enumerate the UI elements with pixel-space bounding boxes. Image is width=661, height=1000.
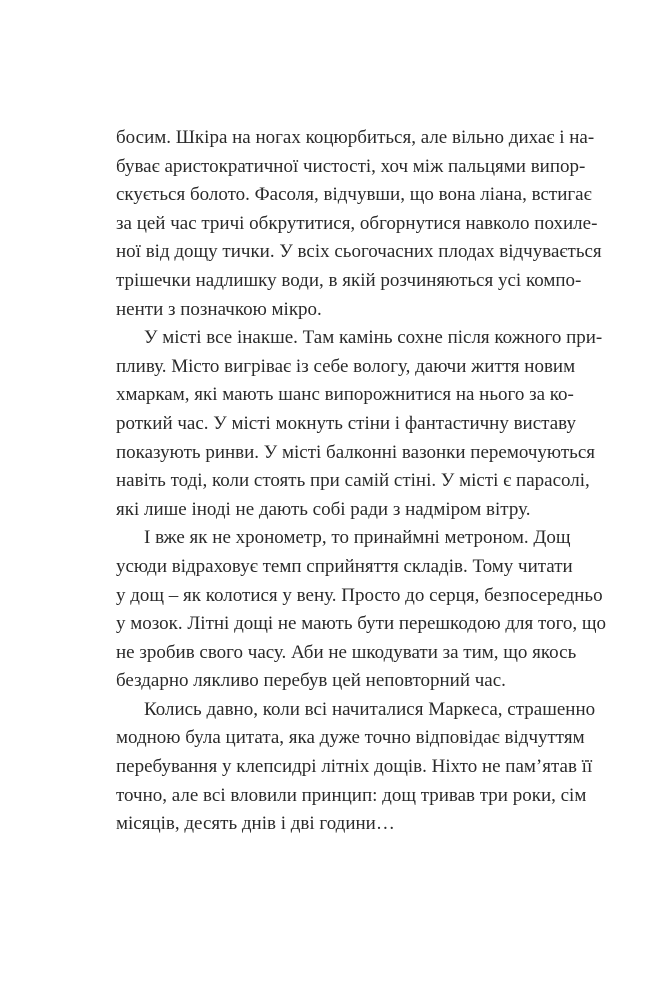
text-line: ної від дощу тички. У всіх сьогочасних плодах відчувається [116,241,602,263]
text-line: точно, але всі вловили принцип: дощ тривав три роки, сім [116,784,587,806]
text-line: у мозок. Літні дощі не мають бути перешкодою для того, що [116,613,607,635]
text-line: які лише іноді не дають собі ради з надміром вітру. [116,498,531,520]
paragraph [116,324,603,524]
text-line: бездарно лякливо перебув цей неповторний час. [116,670,506,692]
paragraph [116,524,607,696]
text-line: босим. Шкіра на ногах коцюрбиться, але вільно дихає і на- [116,127,595,148]
text-line: У місті все інакше. Там камінь сохне після кожного при- [144,327,603,349]
text-line: Колись давно, коли всі начиталися Маркеса, страшенно [144,698,596,720]
text-line: роткий час. У місті мокнуть стіни і фантастичну виставу [116,412,576,434]
text-line: у дощ – як колотися у вену. Просто до серця, безпосередньо [116,584,603,606]
text-line: скується болото. Фасоля, відчувши, що вона ліана, встигає [116,184,592,206]
text-line: модною була цитата, яка дуже точно відповідає відчуттям [116,727,585,749]
text-line: хмаркам, які мають шанс випорожнитися на нього за ко- [116,384,574,406]
text-line: усюди відраховує темп сприйняття складів. Тому читати [116,555,573,577]
text-line: буває аристократичної чистості, хоч між пальцями випор- [116,155,586,177]
paragraph [116,124,602,324]
paragraph [116,696,596,839]
body-text [116,124,607,839]
text-line: місяців, десять днів і дві години… [116,813,395,835]
text-line: І вже як не хронометр, то принаймні метроном. Дощ [144,527,571,549]
text-line: ненти з позначкою мікро. [116,298,322,320]
text-line: пливу. Місто вигріває із себе вологу, даючи життя новим [116,355,576,377]
text-line: навіть тоді, коли стоять при самій стіні. У місті є парасолі, [116,470,590,492]
text-line: показують ринви. У місті балконні вазонки перемочуються [116,441,596,463]
text-line: не зробив свого часу. Аби не шкодувати за тим, що якось [116,641,577,663]
text-line: за цей час тричі обкрутитися, обгорнутися навколо похиле- [116,212,598,234]
text-line: трішечки надлишку води, в якій розчиняються усі компо- [116,269,582,291]
text-line: перебування у клепсидрі літніх дощів. Ніхто не пам’ятав її [116,756,593,778]
